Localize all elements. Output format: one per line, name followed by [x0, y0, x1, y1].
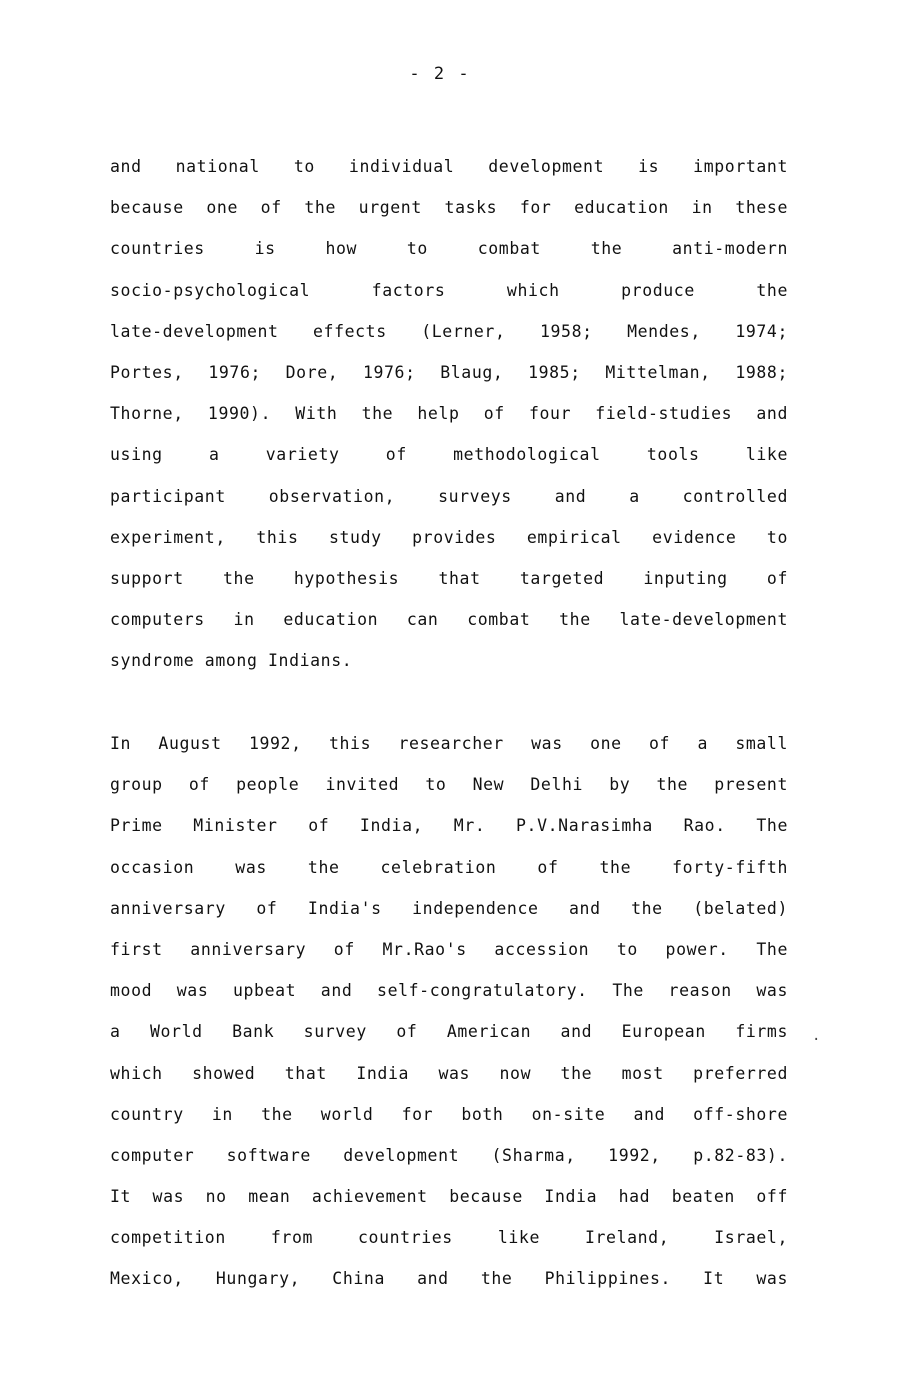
- text-line: experiment, this study provides empirical evidence to: [110, 527, 788, 547]
- text-line: which showed that India was now the most preferred: [110, 1063, 788, 1083]
- text-line: In August 1992, this researcher was one of a small: [110, 734, 788, 753]
- text-line: Portes, 1976; Dore, 1976; Blaug, 1985; Mittelman, 1988;: [110, 362, 788, 382]
- text-line: syndrome among Indians.: [110, 651, 353, 671]
- text-line: support the hypothesis that targeted inputing of: [110, 568, 788, 588]
- text-line: mood was upbeat and self-congratulatory. The reason was: [110, 981, 788, 1001]
- text-line: and national to individual development is important: [110, 157, 788, 176]
- paragraph-1: [110, 154, 788, 689]
- stray-dot-mark: .: [812, 1028, 821, 1044]
- page-number: - 2 -: [409, 64, 471, 84]
- text-line: late-development effects (Lerner, 1958; Mendes, 1974;: [110, 321, 788, 341]
- text-line: Mexico, Hungary, China and the Philippines. It was: [110, 1269, 788, 1289]
- text-line: country in the world for both on-site and off-shore: [110, 1104, 788, 1124]
- text-line: anniversary of India's independence and the (belated): [110, 898, 788, 918]
- text-line: computers in education can combat the late-development: [110, 610, 788, 630]
- text-line: group of people invited to New Delhi by the present: [110, 775, 788, 795]
- text-line: computer software development (Sharma, 1992, p.82-83).: [110, 1145, 788, 1165]
- text-line: Thorne, 1990). With the help of four field-studies and: [110, 404, 788, 424]
- text-line: using a variety of methodological tools like: [110, 445, 788, 465]
- text-line: because one of the urgent tasks for education in these: [110, 198, 788, 218]
- text-line: a World Bank survey of American and European firms: [110, 1022, 788, 1042]
- text-line: participant observation, surveys and a controlled: [110, 486, 788, 506]
- text-line: Prime Minister of India, Mr. P.V.Narasimha Rao. The: [110, 816, 788, 836]
- text-line: countries is how to combat the anti-modern: [110, 239, 788, 259]
- text-line: occasion was the celebration of the forty-fifth: [110, 857, 788, 877]
- text-line: competition from countries like Ireland, Israel,: [110, 1228, 788, 1248]
- text-line: socio-psychological factors which produce the: [110, 280, 788, 300]
- paragraph-2: [110, 731, 788, 1308]
- text-line: It was no mean achievement because India had beaten off: [110, 1187, 788, 1207]
- text-line: first anniversary of Mr.Rao's accession to power. The: [110, 939, 788, 959]
